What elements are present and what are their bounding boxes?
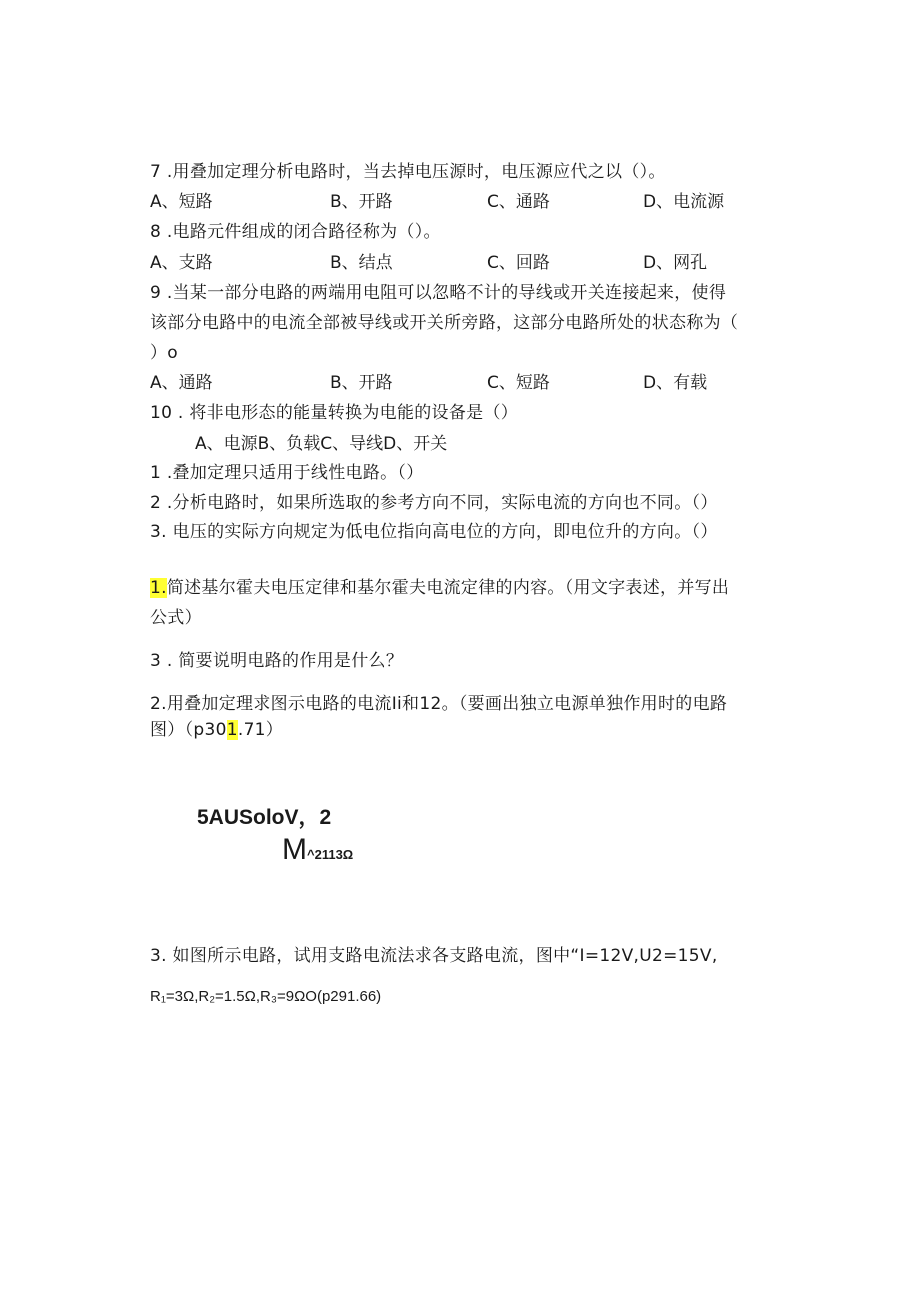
q7-option-b: B、开路 <box>330 192 393 212</box>
q9-option-b: B、开路 <box>330 373 393 393</box>
figure-text-line-2 <box>282 834 353 871</box>
figure-text-m: M <box>282 833 307 866</box>
short-answer-1-text: 简述基尔霍夫电压定律和基尔霍夫电流定律的内容。（用文字表述，并写出 <box>166 578 730 598</box>
true-false-2: 2 .分析电路时，如果所选取的参考方向不同，实际电流的方向也不同。（） <box>150 493 718 513</box>
figure-text-line-1: 5AUSoloV，2 <box>197 806 332 829</box>
question-8: 8 .电路元件组成的闭合路径称为（）。 <box>150 222 441 242</box>
q7-option-d: D、电流源 <box>643 192 725 212</box>
q7-option-a: A、短路 <box>150 192 213 212</box>
short-answer-1-line-2: 公式） <box>150 608 202 628</box>
question-9-line-3: ）o <box>150 343 179 363</box>
q8-option-c: C、回路 <box>487 253 550 273</box>
q7-option-c: C、通路 <box>487 192 550 212</box>
calc-2-ref-highlight: 1 <box>226 720 238 740</box>
calc-2-ref-end: .71） <box>237 720 284 740</box>
short-answer-1-line-1 <box>150 576 729 600</box>
question-9-line-2: 该部分电路中的电流全部被导线或开关所旁路，这部分电路所处的状态称为（ <box>150 313 739 333</box>
question-7: 7 .用叠加定理分析电路时，当去掉电压源时，电压源应代之以（）。 <box>150 162 666 182</box>
q9-option-d: D、有载 <box>643 373 708 393</box>
true-false-1: 1 .叠加定理只适用于线性电路。（） <box>150 463 424 483</box>
calc-3-line-2: R₁=3Ω,R₂=1.5Ω,R₃=9ΩO(p291.66) <box>150 988 382 1005</box>
q9-option-a: A、通路 <box>150 373 213 393</box>
q10-options: A、电源B、负载C、导线D、开关 <box>195 434 448 454</box>
short-answer-3: 3 . 简要说明电路的作用是什么？ <box>150 651 404 671</box>
true-false-3: 3. 电压的实际方向规定为低电位指向高电位的方向，即电位升的方向。（） <box>150 522 718 542</box>
calc-2-line-2 <box>150 718 283 742</box>
question-9-line-1: 9 .当某一部分电路的两端用电阻可以忽略不计的导线或开关连接起来，使得 <box>150 283 727 303</box>
calc-3-line-1: 3. 如图所示电路，试用支路电流法求各支路电流，图中“I=12V,U2=15V, <box>150 946 718 966</box>
question-10: 10 . 将非电形态的能量转换为电能的设备是（） <box>150 403 519 423</box>
q8-option-b: B、结点 <box>330 253 393 273</box>
figure-text-small: ^2113Ω <box>307 847 354 862</box>
q8-option-d: D、网孔 <box>643 253 708 273</box>
q9-option-c: C、短路 <box>487 373 550 393</box>
calc-2-ref-start: 图）（p30 <box>150 720 227 740</box>
q8-option-a: A、支路 <box>150 253 213 273</box>
calc-2-line-1: 2.用叠加定理求图示电路的电流Ii和12。（要画出独立电源单独作用时的电路 <box>150 694 728 714</box>
highlighted-number: 1. <box>150 578 167 598</box>
